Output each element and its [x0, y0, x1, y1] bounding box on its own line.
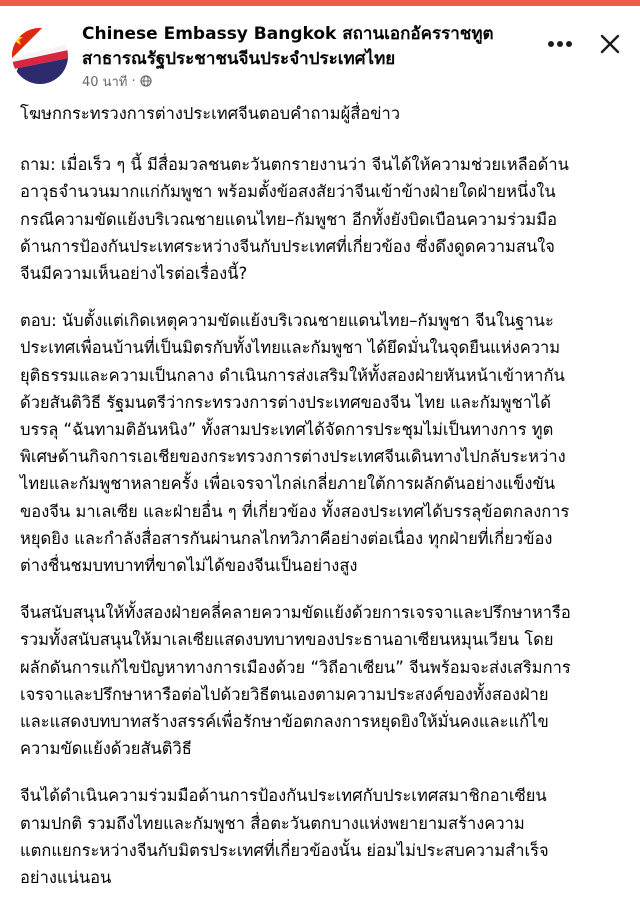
text-line: ต่างชื่นชมบทบาทที่ขาดไม่ได้ของจีนเป็นอย่างสูง: [20, 556, 358, 576]
text-line: และแสดงบทบาทสร้างสรรค์เพื่อรักษาข้อตกลงการหยุดยิงให้มั่นคงและแก้ไข: [20, 712, 549, 732]
text-line: จีนมีความเห็นอย่างไรต่อเรื่องนี้?: [20, 264, 248, 284]
paragraph-question: [20, 151, 624, 287]
text-line: จีนสนับสนุนให้ทั้งสองฝ่ายคลี่คลายความขัดแย้งด้วยการเจรจาและปรึกษาหารือ: [20, 603, 571, 623]
paragraph-support: [20, 599, 624, 762]
text-line: ตอบ: นับตั้งแต่เกิดเหตุความขัดแย้งบริเวณชายแดนไทย–กัมพูชา จีนในฐานะ: [20, 311, 554, 331]
text-line: ถาม: เมื่อเร็ว ๆ นี้ มีสื่อมวลชนตะวันตกรายงานว่า จีนได้ให้ความช่วยเหลือด้าน: [20, 155, 569, 175]
post-title-text: โฆษกกระทรวงการต่างประเทศจีนตอบคำถามผู้สื่อข่าว: [20, 104, 401, 123]
author-name[interactable]: [82, 22, 562, 72]
text-line: ตามปกติ รวมถึงไทยและกัมพูชา สื่อตะวันตกบางแห่งพยายามสร้างความ: [20, 813, 525, 833]
text-line: ของจีน มาเลเซีย และฝ่ายอื่น ๆ ที่เกี่ยวข้อง ทั้งสองประเทศได้บรรลุข้อตกลงการ: [20, 501, 570, 521]
author-name-line2[interactable]: สาธารณรัฐประชาชนจีนประจำประเทศไทย: [82, 49, 396, 69]
close-button[interactable]: [596, 30, 624, 58]
author-name-line1[interactable]: Chinese Embassy Bangkok สถานเอกอัครราชทูต: [82, 24, 494, 44]
text-line: ด้านการป้องกันประเทศระหว่างจีนกับประเทศที่เกี่ยวข้อง ซึ่งดึงดูดความสนใจ: [20, 236, 555, 256]
flag-avatar-icon: [12, 28, 68, 84]
text-line: อย่างแน่นอน: [20, 868, 112, 888]
text-line: แตกแยกระหว่างจีนกับมิตรประเทศที่เกี่ยวข้องนั้น ย่อมไม่ประสบความสำเร็จ: [20, 840, 549, 860]
text-line: จีนได้ดำเนินความร่วมมือด้านการป้องกันประเทศกับประเทศสมาชิกอาเซียน: [20, 786, 547, 806]
text-line: ผลักดันการแก้ไขปัญหาทางการเมืองด้วย “วิถีอาเซียน” จีนพร้อมจะส่งเสริมการ: [20, 657, 571, 677]
text-line: รวมทั้งสนับสนุนให้มาเลเซียแสดงบทบาทของประธานอาเซียนหมุนเวียน โดย: [20, 630, 554, 650]
text-line: เจรจาและปรึกษาหารือต่อไปด้วยวิธีตนเองตามความประสงค์ของทั้งสองฝ่าย: [20, 684, 549, 704]
text-line: บรรลุ “ฉันทามติอันหนิง” ทั้งสามประเทศได้จัดการประชุมไม่เป็นทางการ ทูต: [20, 420, 554, 440]
text-line: หยุดยิง และกำลังสื่อสารกันผ่านกลไกทวิภาคีอย่างต่อเนื่อง ทุกฝ่ายที่เกี่ยวข้อง: [20, 528, 553, 548]
post-time[interactable]: 40 นาที: [82, 74, 128, 90]
meta-separator: ·: [131, 73, 136, 89]
text-line: ประเทศเพื่อนบ้านที่เป็นมิตรกับทั้งไทยและกัมพูชา ได้ยึดมั่นในจุดยืนแห่งความ: [20, 338, 561, 358]
paragraph-defense: [20, 782, 624, 891]
avatar[interactable]: [12, 28, 68, 84]
globe-icon[interactable]: [140, 75, 152, 87]
text-line: ด้วยสันติวิธี รัฐมนตรีว่ากระทรวงการต่างประเทศของจีน ไทย และกัมพูชาได้: [20, 392, 551, 412]
text-line: ยุติธรรมและความเป็นกลาง ดำเนินการส่งเสริมให้ทั้งสองฝ่ายหันหน้าเข้าหากัน: [20, 365, 565, 385]
paragraph-answer: [20, 307, 624, 579]
post-title: [20, 100, 624, 127]
more-options-button[interactable]: [546, 32, 574, 56]
text-line: อาวุธจำนวนมากแก่กัมพูชา พร้อมตั้งข้อสงสัยว่าจีนเข้าข้างฝ่ายใดฝ่ายหนึ่งใน: [20, 182, 556, 202]
post-meta: [82, 72, 152, 90]
text-line: กรณีความขัดแย้งบริเวณชายแดนไทย–กัมพูชา อีกทั้งยังบิดเบือนความร่วมมือ: [20, 209, 558, 229]
more-options-icon: [547, 40, 573, 48]
post-header: [0, 6, 640, 90]
text-line: ไทยและกัมพูชาหลายครั้ง เพื่อเจรจาไกล่เกลี่ยภายใต้การผลักดันอย่างแข็งขัน: [20, 474, 556, 494]
post-body: [20, 100, 624, 911]
text-line: พิเศษด้านกิจการเอเชียของกระทรวงการต่างประเทศจีนเดินทางไปกลับระหว่าง: [20, 447, 566, 467]
text-line: ความขัดแย้งด้วยสันติวิธี: [20, 739, 192, 759]
close-icon: [599, 33, 621, 55]
